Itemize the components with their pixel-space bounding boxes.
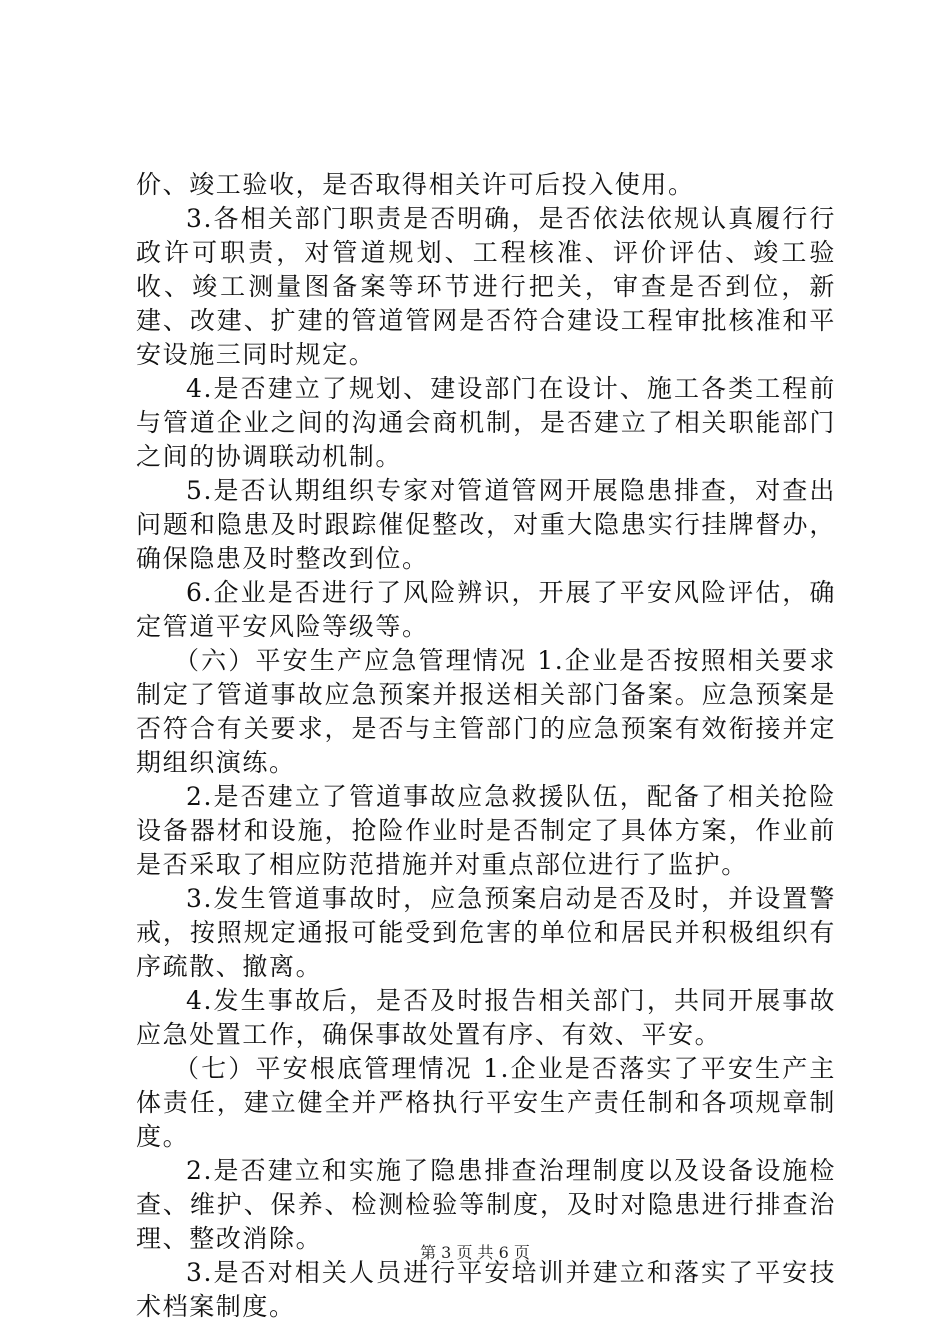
paragraph: 2.是否建立了管道事故应急救援队伍，配备了相关抢险设备器材和设施，抢险作业时是否制定了具体方案，作业前是否采取了相应防范措施并对重点部位进行了监护。 [136, 782, 836, 879]
paragraph: 5.是否认期组织专家对管道管网开展隐患排查，对查出问题和隐患及时跟踪催促整改，对重大隐患实行挂牌督办，确保隐患及时整改到位。 [136, 476, 836, 573]
paragraph: 3.各相关部门职责是否明确，是否依法依规认真履行行政许可职责，对管道规划、工程核准、评价评估、竣工验收、竣工测量图备案等环节进行把关，审查是否到位，新建、改建、扩建的管道管网是否符合建设工程审批核准和平安设施三同时规定。 [136, 204, 836, 369]
paragraph: 4.是否建立了规划、建设部门在设计、施工各类工程前与管道企业之间的沟通会商机制，是否建立了相关职能部门之间的协调联动机制。 [136, 374, 836, 471]
paragraph: 3.是否对相关人员进行平安培训并建立和落实了平安技术档案制度。 [136, 1258, 836, 1321]
paragraph: 6.企业是否进行了风险辨识，开展了平安风险评估，确定管道平安风险等级等。 [136, 578, 836, 641]
paragraph: 2.是否建立和实施了隐患排查治理制度以及设备设施检查、维护、保养、检测检验等制度，及时对隐患进行排查治理、整改消除。 [136, 1156, 836, 1253]
paragraph: 3.发生管道事故时，应急预案启动是否及时，并设置警戒，按照规定通报可能受到危害的单位和居民并积极组织有序疏散、撤离。 [136, 884, 836, 981]
section-paragraph: （六）平安生产应急管理情况 1.企业是否按照相关要求制定了管道事故应急预案并报送相关部门备案。应急预案是否符合有关要求，是否与主管部门的应急预案有效衔接并定期组织演练。 [136, 646, 836, 777]
section-paragraph: （七）平安根底管理情况 1.企业是否落实了平安生产主体责任，建立健全并严格执行平安生产责任制和各项规章制度。 [136, 1054, 836, 1151]
document-body [136, 168, 836, 1324]
page-number-footer: 第 3 页 共 6 页 [420, 1243, 530, 1262]
paragraph: 4.发生事故后，是否及时报告相关部门，共同开展事故应急处置工作，确保事故处置有序、有效、平安。 [136, 986, 836, 1049]
paragraph: 价、竣工验收，是否取得相关许可后投入使用。 [136, 170, 695, 199]
